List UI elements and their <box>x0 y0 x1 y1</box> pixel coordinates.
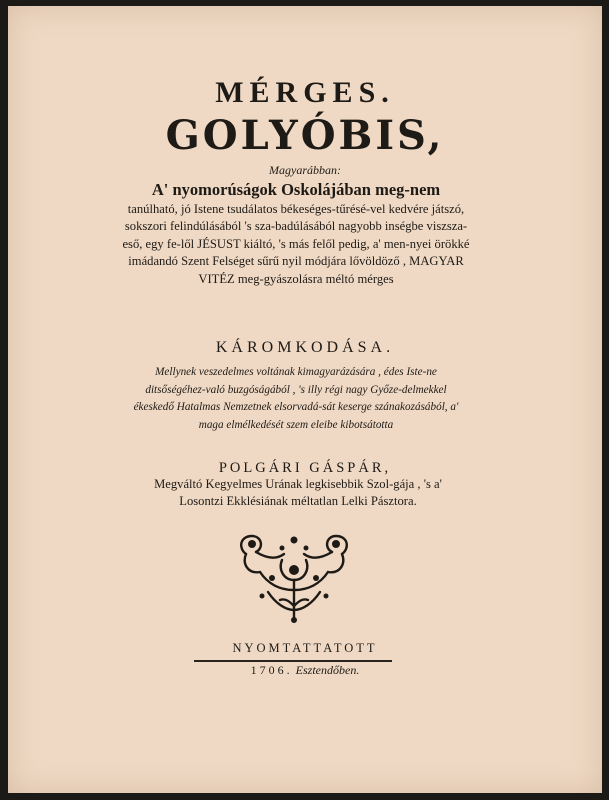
title-line-1: MÉRGES. <box>215 76 395 109</box>
imprint-heading: NYOMTATTATOTT <box>232 641 378 655</box>
karomkodasa-heading: KÁROMKODÁSA. <box>215 339 395 356</box>
author-name: POLGÁRI GÁSPÁR, <box>218 460 392 476</box>
floral-fleuron-icon <box>232 530 356 624</box>
title-line-2: GOLYÓBIS, <box>165 112 445 159</box>
document-page <box>8 6 602 793</box>
imprint-rule <box>194 660 392 662</box>
author-description: Megváltó Kegyelmes Urának legkisebbik Szol-gája , 's a' Losontzi Ekklésiának méltatlan Lelki Pásztora. <box>154 477 442 508</box>
main-paragraph <box>120 180 472 289</box>
main-body-text: tanúlható, jó Istene tsudálatos békeséges-tűrésé-vel kedvére játszó, sokszori felindúlásából 's sza-badúlásából nagyobb inségbe viszsza-eső, egy fe-lől JÉSUST kiáltó, 's más felől pedig, a' men-nyei örökké imádandó Szent Felséget sűrű nyil módjára lővöldöző , MAGYAR VITÉZ meg-gyászolásra méltó mérges <box>122 201 470 286</box>
dedication-paragraph: Mellynek veszedelmes voltának kimagyarázására , édes Iste-ne ditsőségéhez-való buzgóságából , 's illy régi nagy Győze-delmekkel ékeskedő Hatalmas Nemzetnek elsorvadá-sát keserge szánakozásából, a' maga elmélkedését szem eleibe kibotsátotta <box>133 366 459 432</box>
subtitle: Magyarábban: <box>269 163 341 177</box>
imprint-date <box>8 663 602 678</box>
imprint-year-suffix: Esztendőben. <box>295 663 360 677</box>
main-lead-line: A' nyomorúságok Oskolájában meg-nem <box>151 180 441 199</box>
imprint-year: 1706. <box>250 663 293 677</box>
